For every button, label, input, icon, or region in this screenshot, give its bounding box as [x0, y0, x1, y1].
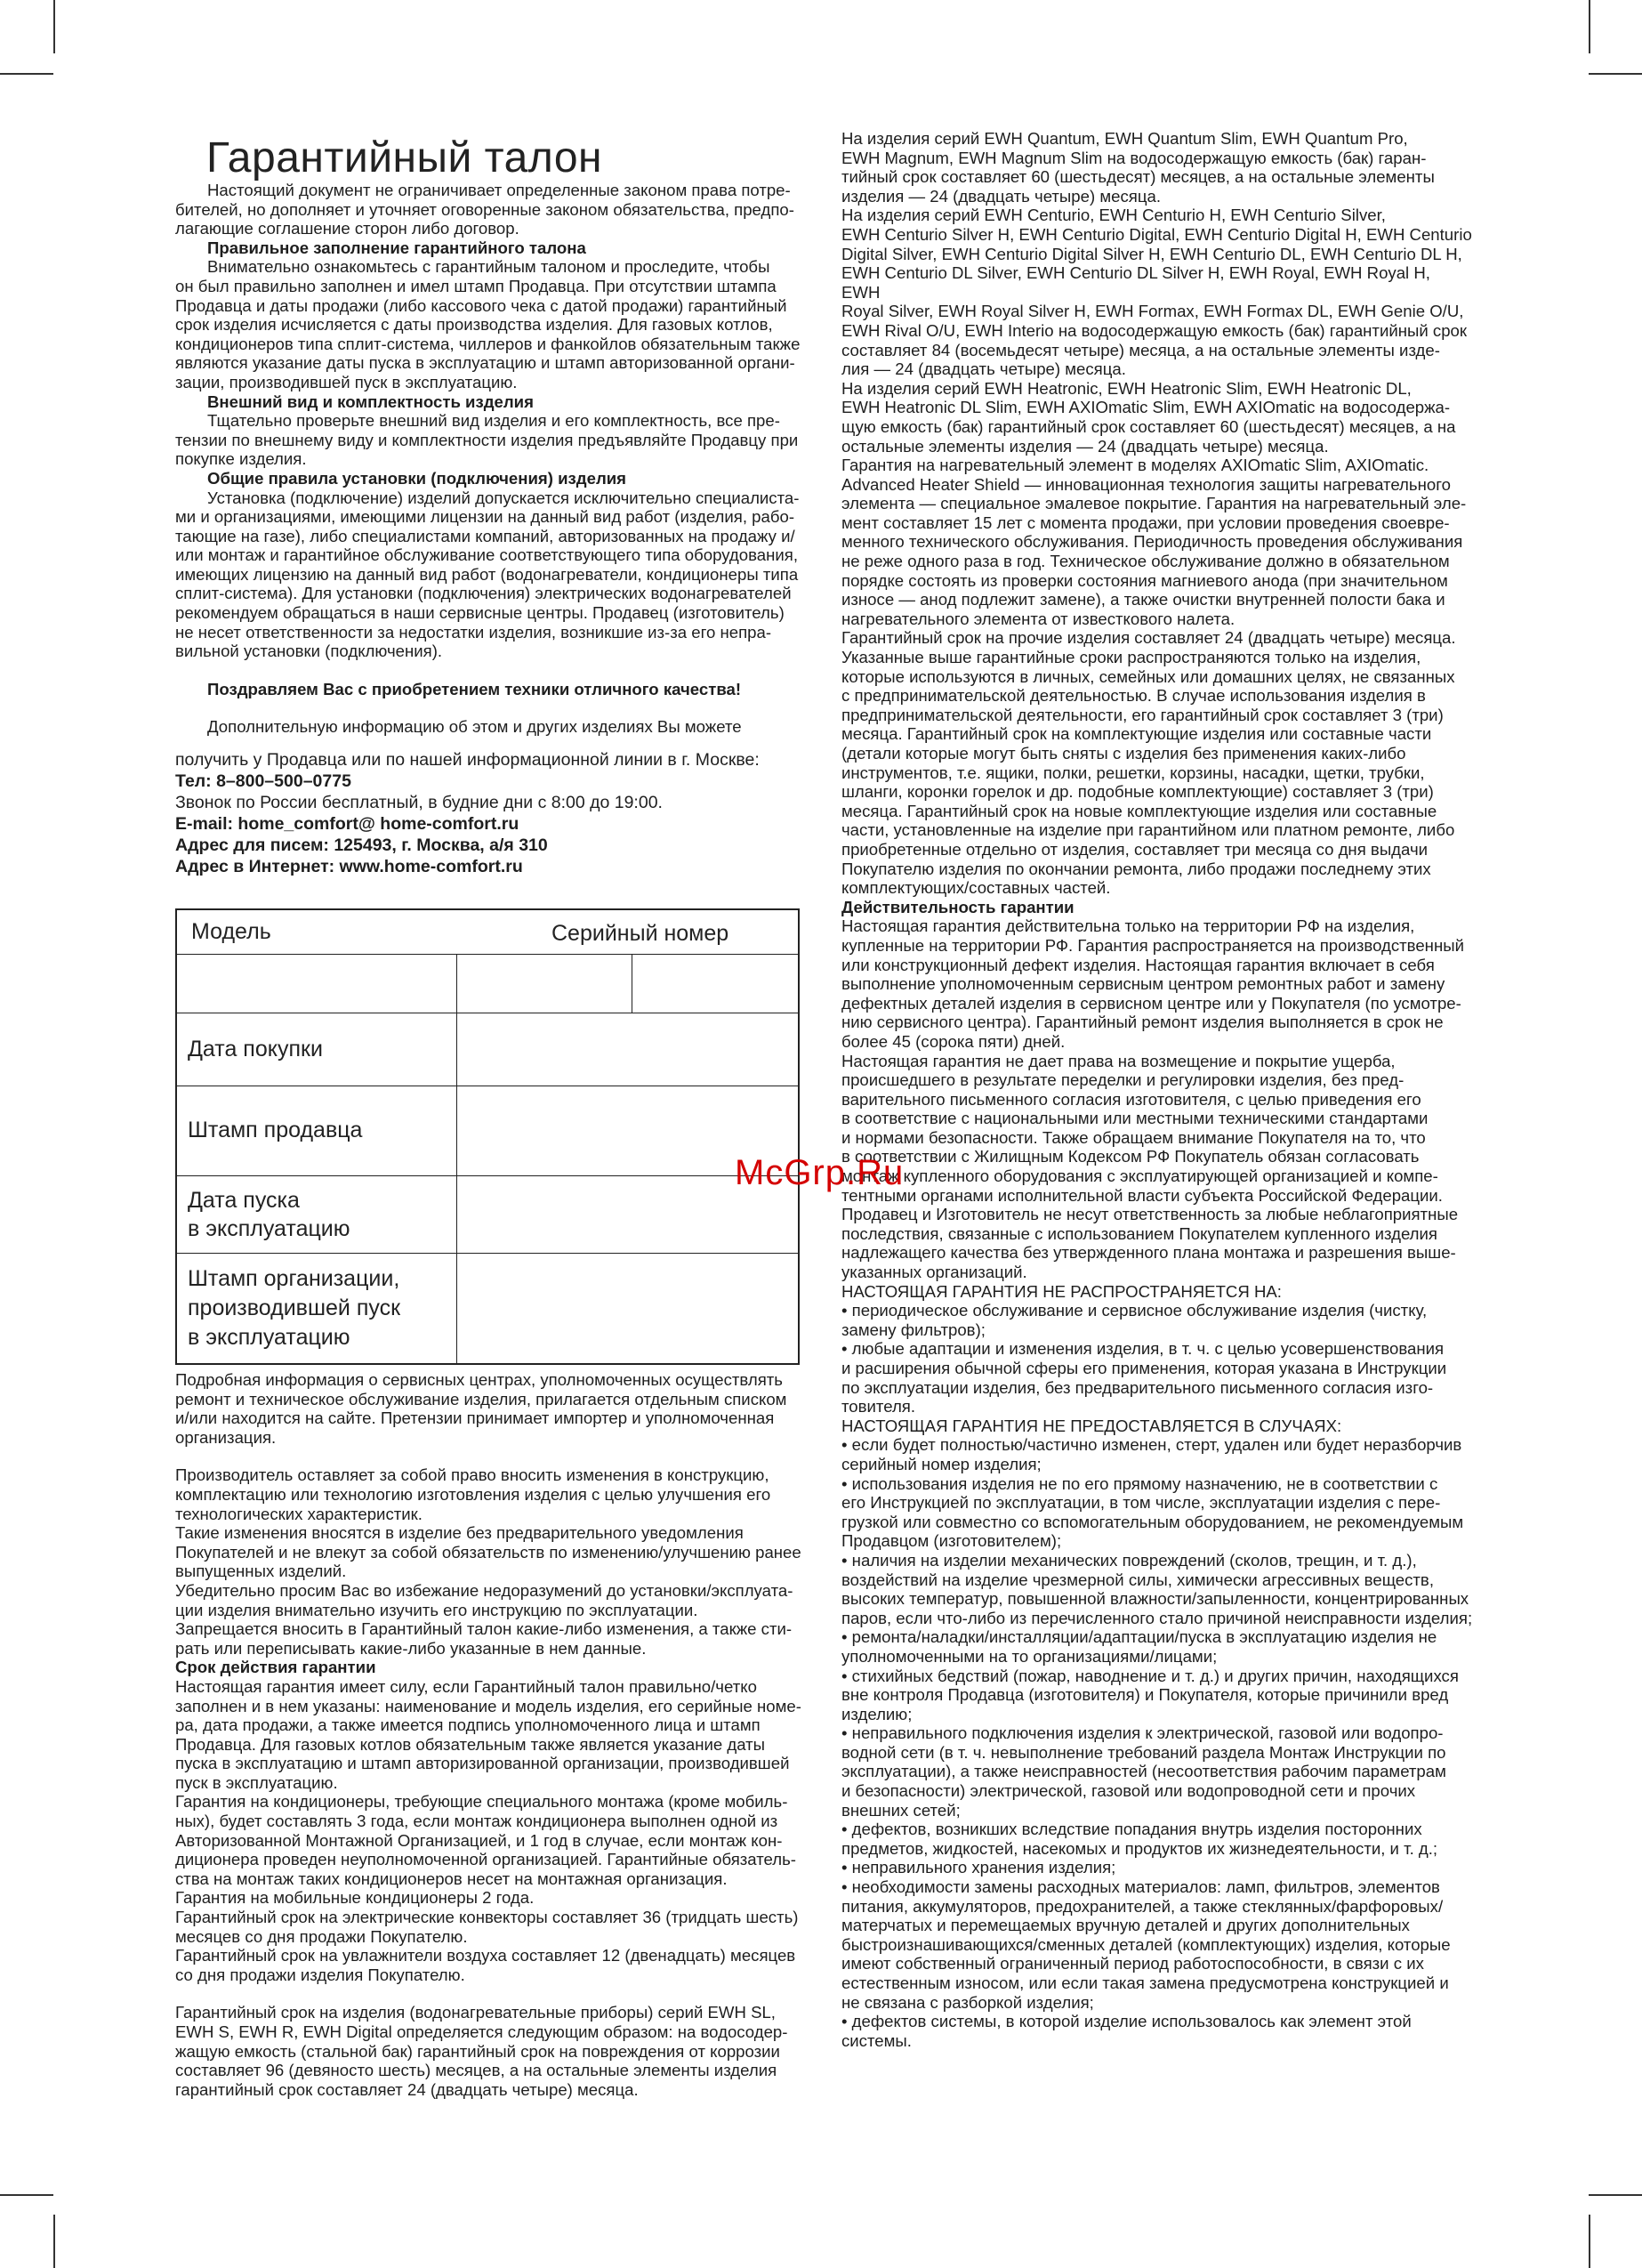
text-line: предпринимательской деятельности, его гарантийный срок составляет 3 (три) [841, 705, 1444, 724]
org-stamp-field[interactable] [457, 1253, 800, 1364]
text-line: не реже одного раза в год. Техническое обслуживание должно в обязательном [841, 552, 1450, 571]
model-field[interactable] [176, 954, 457, 1013]
text-line: менного технического обслуживания. Периодичность проведения обслуживания [841, 532, 1463, 552]
text-line: Производитель оставляет за собой право вносить изменения в конструкцию, [175, 1465, 769, 1485]
text-line: месяцев со дня продажи Покупателю. [175, 1926, 468, 1946]
text-line: • периодическое обслуживание и сервисное обслуживание изделия (чистку, [841, 1301, 1428, 1320]
text-line: по эксплуатации изделия, без предварительного письменного согласия изго- [841, 1377, 1434, 1397]
text-line: внешних сетей; [841, 1800, 961, 1820]
text-line: Действительность гарантии [841, 897, 1075, 916]
text-line: Авторизованной Монтажной Организацией, и 1 год в случае, если монтаж кон- [175, 1830, 783, 1850]
text-line: он был правильно заполнен и имел штамп Продавца. При отсутствии штампа [175, 276, 777, 295]
text-line: Продавец и Изготовитель не несут ответственность за любые неблагоприятные [841, 1205, 1459, 1224]
text-line: выпущенных изделий. [175, 1562, 347, 1581]
text-line: • если будет полностью/частично изменен, стерт, удален или будет неразборчив [841, 1435, 1462, 1455]
start-date-label-line: в эксплуатацию [188, 1215, 350, 1241]
text-line: Указанные выше гарантийные сроки распространяются только на изделия, [841, 648, 1421, 667]
text-line: имеют собственный ограниченный период работоспособности, в связи с их [841, 1954, 1424, 1973]
text-line: составляет 96 (девяносто шесть) месяцев, а на остальные элементы изделия [175, 2061, 777, 2080]
text-line: тензии по внешнему виду и комплектности изделия предъявляйте Продавцу при [175, 430, 799, 449]
text-line: быстроизнашивающихся/сменных деталей (комплектующих) изделия, которые [841, 1934, 1451, 1954]
purchase-date-field[interactable] [457, 1013, 800, 1086]
text-line: части, установленные на изделие при гарантийном или платном ремонте, либо [841, 820, 1455, 840]
text-line: щую емкость (бак) гарантийный срок составляет 60 (шестьдесят) месяцев, а на [841, 416, 1456, 436]
warranty-form-table [175, 908, 800, 1365]
crop-mark [0, 2194, 53, 2196]
text-line: получить у Продавца или по нашей информационной линии в г. Москве: [175, 750, 760, 770]
text-line: пуска в эксплуатацию и штамп авторизированной организации, производившей [175, 1754, 790, 1773]
text-line: имеющих лицензию на данный вид работ (водонагреватели, кондиционеры типа [175, 564, 799, 584]
text-line: более 45 (сорока пяти) дней. [841, 1031, 1066, 1051]
text-line: изделия — 24 (двадцать четыре) месяца. [841, 186, 1161, 206]
text-line: нагревательного элемента от известкового налета. [841, 609, 1236, 628]
text-line: Правильное заполнение гарантийного талона [207, 238, 586, 257]
text-line: бителей, но дополняет и уточняет оговоренные законом обязательства, предпо- [175, 199, 794, 219]
text-line: Такие изменения вносятся в изделие без предварительного уведомления [175, 1523, 744, 1543]
text-line: системы. [841, 2030, 912, 2050]
model-label: Модель [191, 918, 271, 944]
text-line: составляет 84 (восемьдесят четыре) месяца, а на остальные элементы изде- [841, 340, 1440, 359]
text-line: Продавца и даты продажи (либо кассового чека с датой продажи) гарантийный [175, 295, 787, 315]
text-line: • любые адаптации и изменения изделия, в т. ч. с целью усовершенствования [841, 1339, 1445, 1359]
crop-mark [1589, 0, 1590, 53]
text-line: предметов, жидкостей, насекомых и продуктов их жизнедеятельности, и т. д.; [841, 1838, 1438, 1858]
text-line: Тщательно проверьте внешний вид изделия и его комплектность, все пре- [207, 411, 780, 431]
text-line: или конструкционный дефект изделия. Настоящая гарантия включает в себя [841, 955, 1435, 974]
text-line: Настоящая гарантия имеет силу, если Гарантийный талон правильно/четко [175, 1676, 757, 1696]
text-line: • использования изделия не по его прямому назначению, не в соответствии с [841, 1473, 1438, 1493]
text-line: Advanced Heater Shield — инновационная технология защиты нагревательного [841, 474, 1451, 494]
text-line: Digital Silver, EWH Centurio Digital Silver H, EWH Centurio DL, EWH Centurio DL H, [841, 244, 1462, 263]
text-line: Общие правила установки (подключения) изделия [207, 468, 627, 488]
text-line: вне контроля Продавца (изготовителя) и Покупателя, которые причинили вред [841, 1685, 1449, 1705]
text-line: • дефектов системы, в которой изделие использовалось как элемент этой [841, 2012, 1412, 2031]
text-line: и нормами безопасности. Также обращаем внимание Покупателя на то, что [841, 1127, 1426, 1147]
text-line: его Инструкцией по эксплуатации, в том числе, эксплуатации изделия с пере- [841, 1493, 1441, 1513]
text-line: ства на монтаж таких кондиционеров несет на монтажная организация. [175, 1868, 728, 1888]
text-line: происшедшего в результате переделки и регулировки изделия, без пред- [841, 1070, 1405, 1090]
text-line: и расширения обычной сферы его применения, которая указана в Инструкции [841, 1359, 1447, 1377]
text-line: рать или переписывать какие-либо указанные в нем данные. [175, 1638, 647, 1658]
text-line: являются указание даты пуска в эксплуатацию и штамп авторизованной органи- [175, 353, 795, 373]
text-line: надлежащего качества без утвержденного плана монтажа и разрешения выше- [841, 1243, 1456, 1263]
text-line: EWH S, EWH R, EWH Digital определяется следующим образом: на водосодер- [175, 2022, 788, 2041]
text-line: лагающие соглашение сторон либо договор. [175, 219, 519, 238]
text-line: естественным износом, или если такая замена предусмотрена конструкцией и [841, 1973, 1449, 1992]
text-line: серийный номер изделия; [841, 1454, 1042, 1473]
text-line: Покупателей и не влекут за собой обязательств по изменению/улучшению ранее [175, 1542, 801, 1562]
text-line: месяца. Гарантийный срок на комплектующие изделия или составные части [841, 724, 1432, 744]
page-title: Гарантийный талон [206, 134, 603, 182]
text-line: Гарантийный срок на электрические конвекторы составляет 36 (тридцать шесть) [175, 1908, 799, 1927]
text-line: уполномоченными на то организациями/лицами; [841, 1646, 1218, 1666]
text-line: Гарантийный срок на прочие изделия составляет 24 (двадцать четыре) месяца. [841, 628, 1456, 648]
text-line: паров, если что-либо из перечисленного стало причиной неисправности изделия; [841, 1608, 1473, 1627]
text-line: Настоящая гарантия действительна только на территории РФ на изделия, [841, 916, 1415, 936]
text-line: которые используются в личных, семейных или домашних целях, не связанных [841, 666, 1455, 686]
text-line: НАСТОЯЩАЯ ГАРАНТИЯ НЕ РАСПРОСТРАНЯЕТСЯ НА: [841, 1281, 1282, 1301]
text-line: Внимательно ознакомьтесь с гарантийным талоном и проследите, чтобы [207, 257, 770, 277]
text-line: матерчатых и перемещаемых вручную деталей и других дополнительных [841, 1916, 1410, 1935]
serial-number-label: Серийный номер [551, 921, 729, 946]
text-line: технологических характеристик. [175, 1504, 423, 1523]
text-line: Поздравляем Вас с приобретением техники отличного качества! [207, 679, 742, 698]
text-line: порядке состоять из проверки состояния магниевого анода (при значительном [841, 570, 1448, 590]
text-line: замену фильтров); [841, 1320, 986, 1339]
seller-stamp-label: Штамп продавца [176, 1086, 457, 1175]
serial-number-field-2[interactable] [632, 954, 800, 1013]
text-line: тийный срок составляет 60 (шестьдесят) месяцев, а на остальные элементы [841, 167, 1435, 187]
text-line: шланги, коронки горелок и др. подобные комплектующие) составляет 3 (три) [841, 782, 1434, 802]
text-line: дефектных деталей изделия в сервисном центре или у Покупателя (по усмотре- [841, 993, 1461, 1013]
text-line: Дополнительную информацию об этом и других изделиях Вы можете [207, 717, 742, 737]
text-line: не несет ответственности за недостатки изделия, возникшие из-за его непра- [175, 622, 772, 642]
text-line: (детали которые могут быть сняты с изделия без применения каких-либо [841, 744, 1406, 763]
text-line: и безопасности) электрической, газовой или водопроводной сети и прочих [841, 1781, 1416, 1801]
text-line: рекомендуем обращаться в наши сервисные центры. Продавец (изготовитель) [175, 603, 785, 623]
text-line: Продавцом (изготовителем); [841, 1531, 1062, 1551]
text-line: указанных организаций. [841, 1263, 1027, 1282]
text-line: воздействий на изделие чрезмерной силы, химически агрессивных веществ, [841, 1570, 1434, 1589]
text-line: Royal Silver, EWH Royal Silver H, EWH Formax, EWH Formax DL, EWH Genie O/U, [841, 302, 1464, 321]
text-line: • ремонта/наладки/инсталляции/адаптации/пуска в эксплуатацию изделия не [841, 1627, 1437, 1647]
text-line: лия — 24 (двадцать четыре) месяца. [841, 359, 1126, 379]
text-line: сплит-система). Для установки (подключения) электрических водонагревателей [175, 584, 792, 603]
start-date-label-line: Дата пуска [188, 1187, 300, 1213]
text-line: диционера проведен неуполномоченной организацией. Гарантийные обязатель- [175, 1850, 796, 1869]
text-line: На изделия серий EWH Quantum, EWH Quantum Slim, EWH Quantum Pro, [841, 129, 1408, 148]
text-line: Настоящий документ не ограничивает определенные законом права потре- [207, 181, 791, 199]
text-line: кондиционеров типа сплит-система, чиллеров и фанкойлов обязательным также [175, 334, 801, 353]
text-line: • стихийных бедствий (пожар, наводнение и т. д.) и других причин, находящихся [841, 1666, 1459, 1685]
text-line: • наличия на изделии механических повреждений (сколов, трещин, и т. д.), [841, 1550, 1417, 1570]
start-date-label [176, 1175, 457, 1253]
purchase-date-label: Дата покупки [176, 1013, 457, 1086]
text-line: Покупателю изделия по окончании ремонта, либо продажи последнему этих [841, 859, 1431, 878]
text-line: • необходимости замены расходных материалов: ламп, фильтров, элементов [841, 1877, 1440, 1897]
text-line: гарантийный срок составляет 24 (двадцать четыре) месяца. [175, 2079, 639, 2099]
text-line: Адрес для писем: 125493, г. Москва, а/я 310 [175, 835, 548, 855]
text-line: ми и организациями, имеющими лицензии на данный вид работ (изделия, рабо- [175, 507, 795, 527]
crop-mark [1589, 2194, 1642, 2196]
text-line: Запрещается вносить в Гарантийный талон какие-либо изменения, а также сти- [175, 1619, 793, 1639]
text-line: нию сервисного центра). Гарантийный ремонт изделия выполняется в срок не [841, 1013, 1444, 1032]
text-line: купленные на территории РФ. Гарантия распространяется на производственный [841, 935, 1464, 955]
text-line: и/или находится на сайте. Претензии принимает импортер и уполномоченная [175, 1408, 775, 1428]
text-line: ра, дата продажи, а также имеется подпись уполномоченного лица и штамп [175, 1715, 761, 1735]
text-line: пуск в эксплуатацию. [175, 1772, 338, 1792]
text-line: EWH Centurio Silver H, EWH Centurio Digital, EWH Centurio Digital H, EWH Centurio [841, 224, 1472, 244]
text-line: питания, аккумуляторов, предохранителей, а также стеклянных/фарфоровых/ [841, 1896, 1444, 1916]
text-line: последствия, связанные с использованием Покупателем купленного изделия [841, 1223, 1437, 1243]
text-line: грузкой или совместно со вспомогательным оборудованием, не рекомендуемым [841, 1512, 1464, 1531]
text-line: мент составляет 15 лет с момента продажи, при условии проведения своевре- [841, 513, 1450, 532]
text-line: комплектацию или технологию изготовления изделия с целью улучшения его [175, 1484, 771, 1504]
text-line: ции изделия внимательно изучить его инструкцию по эксплуатации. [175, 1600, 698, 1619]
text-line: На изделия серий EWH Heatronic, EWH Heatronic Slim, EWH Heatronic DL, [841, 378, 1412, 398]
text-line: выполнение уполномоченным сервисным центром ремонтных работ и замену [841, 974, 1445, 994]
org-stamp-label-line: в эксплуатацию [188, 1324, 350, 1350]
text-line: Настоящая гарантия не дает права на возмещение и покрытие ущерба, [841, 1051, 1396, 1070]
text-line: Тел: 8–800–500–0775 [175, 771, 351, 791]
text-line: вильной установки (подключения). [175, 642, 443, 661]
org-stamp-label-line: производившей пуск [188, 1295, 401, 1320]
text-line: изделию; [841, 1704, 913, 1723]
text-line: Звонок по России бесплатный, в будние дни с 8:00 до 19:00. [175, 793, 663, 812]
text-line [175, 1447, 807, 1465]
text-line: • дефектов, возникших вследствие попадания внутрь изделия посторонних [841, 1820, 1422, 1839]
text-line: эксплуатации), а также неисправностей (несоответствия рабочим параметрам [841, 1762, 1446, 1781]
text-line: остальные элементы изделия — 24 (двадцать четыре) месяца. [841, 436, 1329, 456]
watermark: McGrp.Ru [735, 1153, 905, 1192]
text-line: комплектующих/составных частей. [841, 878, 1111, 898]
text-line: Гарантия на мобильные кондиционеры 2 года. [175, 1888, 535, 1908]
text-line: Подробная информация о сервисных центрах, уполномоченных осуществлять [175, 1370, 783, 1389]
text-line: тающие на газе), либо специалистами компаний, авторизованных на продажу и/ [175, 526, 795, 545]
text-line: Гарантийный срок на изделия (водонагревательные приборы) серий EWH SL, [175, 2003, 776, 2022]
text-line: • неправильного подключения изделия к электрической, газовой или водопро- [841, 1723, 1444, 1743]
text-line: в соответствии с Жилищным Кодексом РФ Покупатель обязан согласовать [841, 1147, 1420, 1166]
crop-mark [53, 2215, 55, 2268]
left-intro-column [175, 181, 807, 737]
text-line: приобретенные отдельно от изделия, составляет три месяца со дня выдачи [841, 839, 1429, 859]
text-line: E-mail: home_comfort@ home-comfort.ru [175, 814, 519, 834]
text-line: ремонт и техническое обслуживание изделия, прилагается отдельным списком [175, 1389, 787, 1408]
text-line: Внешний вид и комплектность изделия [207, 391, 534, 411]
crop-mark [0, 73, 53, 75]
text-line: EWH Magnum, EWH Magnum Slim на водосодержащую емкость (бак) гаран- [841, 148, 1427, 167]
text-line: элемента — специальное эмалевое покрытие. Гарантия на нагревательный эле- [841, 494, 1467, 513]
text-line: Гарантийный срок на увлажнители воздуха составляет 12 (двенадцать) месяцев [175, 1946, 796, 1965]
text-line: Убедительно просим Вас во избежание недоразумений до установки/эксплуата- [175, 1580, 793, 1600]
text-line [175, 1984, 807, 2003]
text-line: инструментов, т.е. ящики, полки, решетки, корзины, насадки, щетки, трубки, [841, 763, 1425, 782]
contact-info [175, 749, 807, 877]
text-line: зации, производившей пуск в эксплуатацию. [175, 372, 518, 391]
text-line: EWH Heatronic DL Slim, EWH AXIOmatic Slim, EWH AXIOmatic на водосодержа- [841, 398, 1451, 417]
text-line: организация. [175, 1427, 277, 1447]
text-line: в соответствие с национальными или местными техническими стандартами [841, 1109, 1429, 1128]
crop-mark [1589, 2215, 1590, 2268]
text-line: высоких температур, повышенной влажности/запыленности, концентрированных [841, 1589, 1469, 1609]
text-line: монтаж купленного оборудования с эксплуатирующей организацией и компе- [841, 1166, 1438, 1186]
text-line: Адрес в Интернет: www.home-comfort.ru [175, 857, 523, 876]
text-line: не связана с разборкой изделия; [841, 1992, 1094, 2012]
text-line: с предпринимательской деятельностью. В случае использования изделия в [841, 686, 1426, 706]
text-line: • неправильного хранения изделия; [841, 1858, 1116, 1877]
text-line: срок изделия исчисляется с даты производства изделия. Для газовых котлов, [175, 315, 773, 335]
left-terms-column [175, 1370, 807, 2099]
text-line: Срок действия гарантии [175, 1658, 376, 1677]
text-line: жащую емкость (стальной бак) гарантийный срок на повреждения от коррозии [175, 2041, 780, 2061]
form-header-row [176, 909, 799, 954]
text-line: заполнен и в нем указаны: наименование и модель изделия, его серийные номе- [175, 1696, 801, 1715]
text-line: водной сети (в т. ч. невыполнение требований раздела Монтаж Инструкции по [841, 1742, 1446, 1762]
text-line: износе — анод подлежит замене), а также очистки внутренней полости бака и [841, 590, 1445, 609]
serial-number-field-1[interactable] [457, 954, 632, 1013]
org-stamp-label-line: Штамп организации, [188, 1265, 400, 1291]
text-line: EWH Centurio DL Silver, EWH Centurio DL Silver H, EWH Royal, EWH Royal H, EWH [841, 263, 1430, 302]
text-line: варительного письменного согласия изготовителя, с целью приведения его [841, 1089, 1421, 1109]
crop-mark [53, 0, 55, 53]
text-line: покупке изделия. [175, 449, 307, 469]
org-stamp-label [176, 1253, 457, 1364]
text-line: НАСТОЯЩАЯ ГАРАНТИЯ НЕ ПРЕДОСТАВЛЯЕТСЯ В СЛУЧАЯХ: [841, 1416, 1342, 1435]
text-line: или монтаж и гарантийное обслуживание соответствующего типа оборудования, [175, 545, 799, 565]
crop-mark [1589, 73, 1642, 75]
text-line: Гарантия на нагревательный элемент в моделях AXIOmatic Slim, AXIOmatic. [841, 456, 1429, 475]
text-line [175, 661, 807, 680]
text-line [175, 698, 807, 717]
text-line: Продавца. Для газовых котлов обязательным также является указание даты [175, 1734, 766, 1754]
text-line: EWH Rival O/U, EWH Interio на водосодержащую емкость (бак) гарантийный срок [841, 320, 1468, 340]
text-line: месяца. Гарантийный срок на новые комплектующие изделия или составные [841, 801, 1437, 820]
text-line: Гарантия на кондиционеры, требующие специального монтажа (кроме мобиль- [175, 1792, 788, 1812]
text-line: тентными органами исполнительной власти субъекта Российской Федерации. [841, 1185, 1443, 1205]
text-line: со дня продажи изделия Покупателю. [175, 1965, 465, 1984]
text-line: Установка (подключение) изделий допускается исключительно специалиста- [207, 488, 800, 507]
text-line: ных), будет составлять 3 года, если монтаж кондиционера выполнен одной из [175, 1812, 778, 1831]
text-line: На изделия серий EWH Centurio, EWH Centurio H, EWH Centurio Silver, [841, 206, 1386, 225]
text-line: товителя. [841, 1397, 916, 1416]
right-terms-column [841, 129, 1473, 2050]
